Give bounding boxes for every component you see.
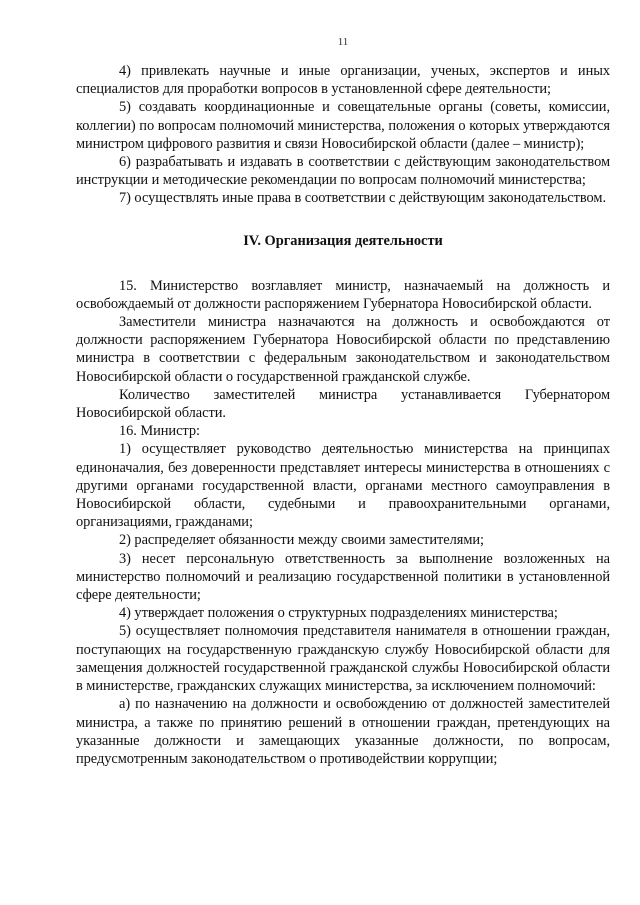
paragraph-item-4: 4) привлекать научные и иные организации, ученых, экспертов и иных специалистов для проработки вопросов в установленной сфере деятельности; <box>76 63 610 98</box>
spacer <box>76 250 610 277</box>
page-number: 11 <box>337 36 349 48</box>
paragraph-clause-16: 16. Министр: <box>119 423 200 440</box>
paragraph-minister-item-2: 2) распределяет обязанности между своими заместителями; <box>119 532 484 549</box>
document-page <box>76 35 610 768</box>
paragraph-clause-15: 15. Министерство возглавляет министр, назначаемый на должность и освобождаемый от должности распоряжением Губернатора Новосибирской области. <box>76 277 610 312</box>
paragraph-subitem-a: а) по назначению на должности и освобождению от должностей заместителей министра, а также по принятию решений в отношении граждан, претендующих на указанные должности и замещающих указанные должности, по вопросам, предусмотренным законодательством о противодействии коррупции; <box>76 696 610 767</box>
paragraph-deputies-count: Количество заместителей министра устанавливается Губернатором Новосибирской области. <box>76 386 610 422</box>
section-heading: IV. Организация деятельности <box>243 232 443 249</box>
paragraph-minister-item-5: 5) осуществляет полномочия представителя нанимателя в отношении граждан, поступающих на государственную гражданскую службу Новосибирской области для замещения должностей государственной гражданской службы Новосибирской области в министерстве, гражданских служащих министерства, за исключением полномочий: <box>76 623 610 695</box>
paragraph-minister-item-3: 3) несет персональную ответственность за выполнение возложенных на министерство полномочий и реализацию государственной политики в установленной сфере деятельности; <box>76 550 610 604</box>
paragraph-item-6: 6) разрабатывать и издавать в соответствии с действующим законодательством инструкции и методические рекомендации по вопросам полномочий министерства; <box>76 154 610 189</box>
paragraph-deputies-appointment: Заместители министра назначаются на должность и освобождаются от должности распоряжением Губернатора Новосибирской области по представлению министра в соответствии с федеральным законодательством и законодательством Новосибирской области о государственной гражданской службе. <box>76 314 610 385</box>
paragraph-item-5: 5) создавать координационные и совещательные органы (советы, комиссии, коллегии) по вопросам полномочий министерства, положения о которых утверждаются министром цифрового развития и связи Новосибирской области (далее – министр); <box>76 99 610 152</box>
paragraph-minister-item-1: 1) осуществляет руководство деятельностью министерства на принципах единоначалия, без доверенности представляет интересы министерства в отношениях с другими органами государственной власти, органами местного самоуправления в Новосибирской области, судебными и правоохранительными органами, организациями, гражданами; <box>76 441 610 531</box>
spacer <box>76 208 610 232</box>
paragraph-item-7: 7) осуществлять иные права в соответствии с действующим законодательством. <box>119 190 606 207</box>
paragraph-minister-item-4: 4) утверждает положения о структурных подразделениях министерства; <box>119 605 558 622</box>
